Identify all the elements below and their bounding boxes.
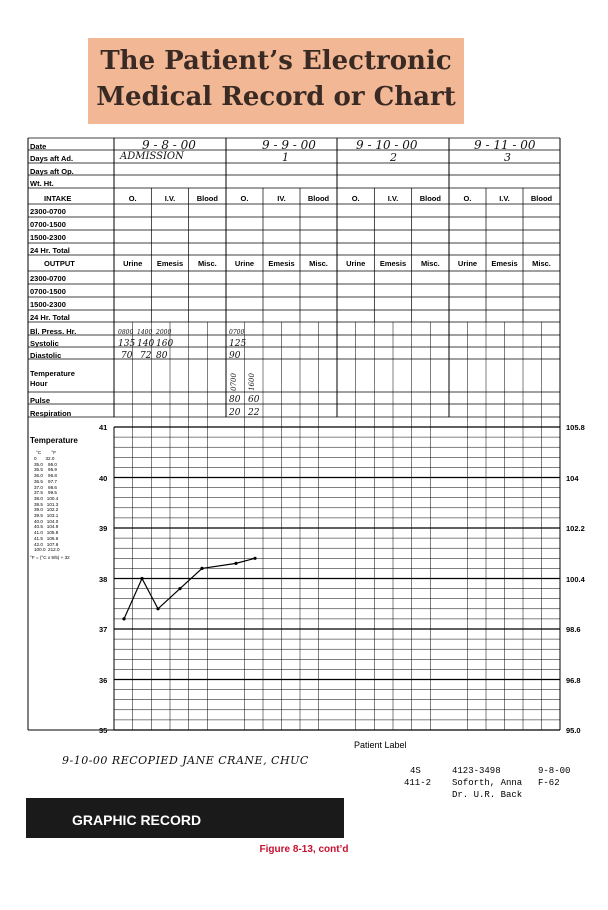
label-diastolic: Diastolic [30, 351, 62, 360]
temperature-point-1 [140, 577, 143, 580]
bp-hour-4: 0700 [229, 329, 245, 336]
celsius-tick-6: 35 [99, 726, 108, 735]
label-systolic: Systolic [30, 339, 59, 348]
celsius-tick-4: 37 [99, 625, 108, 634]
conversion-row-13: 41.0 105.8 [34, 530, 59, 536]
temperature-point-2 [156, 607, 159, 610]
diastolic-4: 90 [229, 351, 241, 361]
conversion-row-3: 36.0 96.8 [34, 473, 57, 479]
fahrenheit-tick-3: 100.4 [566, 574, 585, 584]
diastolic-3: 80 [156, 351, 168, 361]
label-output: OUTPUT [44, 259, 75, 268]
intake-col-8: Blood [419, 194, 441, 203]
conversion-row-16: 100.0 212.0 [34, 547, 60, 553]
output-col-7: Emesis [379, 259, 407, 268]
diastolic-1: 70 [121, 351, 133, 361]
output-col-8: Misc. [420, 259, 440, 268]
label-days-aft-ad: Days aft Ad. [30, 154, 74, 163]
output-row-0: 2300-0700 [30, 274, 66, 283]
conversion-row-4: 36.5 97.7 [34, 478, 57, 484]
systolic-3: 160 [156, 339, 174, 349]
celsius-tick-0: 41 [99, 423, 108, 432]
temp-hour-1: 0700 [229, 373, 238, 391]
bp-hour-3: 2000 [156, 329, 172, 336]
label-pulse: Pulse [30, 396, 51, 405]
celsius-tick-5: 36 [99, 675, 108, 685]
intake-col-5: Blood [307, 194, 330, 203]
systolic-1: 135 [118, 339, 136, 349]
patient-doctor: Dr. U.R. Back [452, 790, 523, 800]
title-line-2: Medical Record or Chart [96, 82, 456, 112]
title-line-1: The Patient’s Electronic [100, 46, 452, 76]
output-col-2: Misc. [197, 259, 217, 268]
recopied-note: 9-10-00 RECOPIED JANE CRANE, CHUC [62, 754, 309, 767]
output-col-1: Emesis [156, 259, 184, 268]
label-temperature: Temperature [30, 369, 75, 378]
output-col-4: Emesis [268, 259, 295, 268]
conversion-row-9: 39.0 102.2 [34, 507, 59, 513]
intake-col-1: I.V. [164, 194, 176, 203]
temperature-point-0 [122, 617, 125, 620]
output-col-3: Urine [234, 259, 255, 268]
patient-code: 411-2 [404, 778, 432, 788]
days-aft-ad-day-1: ADMISSION [120, 151, 184, 162]
fahrenheit-tick-1: 104 [566, 473, 579, 483]
fahrenheit-tick-2: 102.2 [566, 524, 585, 533]
output-col-5: Misc. [309, 259, 328, 268]
intake-col-6: O. [351, 194, 360, 203]
intake-col-3: O. [240, 194, 249, 203]
output-row-1: 0700-1500 [30, 287, 66, 296]
intake-col-11: Blood [530, 194, 553, 203]
conversion-row-11: 40.0 104.0 [34, 518, 59, 524]
days-aft-ad-day-3: 2 [390, 151, 397, 164]
intake-row-2: 1500-2300 [30, 233, 66, 242]
intake-row-3: 24 Hr. Total [30, 246, 70, 255]
conversion-row-10: 39.5 103.1 [34, 513, 59, 518]
label-intake: INTAKE [44, 194, 72, 203]
temperature-point-6 [253, 557, 256, 560]
bp-hour-1: 0800 [118, 329, 134, 336]
patient-room: 4S [410, 766, 421, 776]
fahrenheit-tick-0: 105.8 [566, 423, 585, 432]
output-col-6: Urine [346, 259, 366, 268]
pulse-1: 80 [229, 395, 241, 405]
celsius-tick-2: 39 [99, 524, 108, 533]
output-row-2: 1500-2300 [30, 300, 66, 309]
systolic-4: 125 [229, 339, 247, 349]
label-hour: Hour [30, 379, 48, 388]
days-aft-ad-day-4: 3 [504, 151, 511, 164]
date-day-3: 9 - 10 - 00 [356, 138, 418, 152]
temperature-point-4 [200, 567, 203, 570]
patient-admit-date: 9-8-00 [538, 766, 571, 776]
date-day-2: 9 - 9 - 00 [262, 138, 316, 152]
conversion-row-7: 38.0 100.4 [34, 495, 59, 501]
date-day-1: 9 - 8 - 00 [142, 138, 196, 152]
label-bp-hr: Bl. Press. Hr. [30, 327, 77, 336]
bp-hour-2: 1400 [137, 329, 153, 336]
intake-col-10: I.V. [499, 194, 510, 203]
output-col-9: Urine [457, 259, 478, 268]
patient-name: Soforth, Anna [452, 778, 523, 788]
respiration-1: 20 [229, 408, 241, 418]
conversion-row-8: 38.5 101.3 [34, 501, 59, 507]
pulse-2: 60 [248, 395, 260, 405]
conversion-header: °C °F [36, 450, 57, 455]
intake-col-9: O. [463, 194, 472, 203]
fahrenheit-tick-6: 95.0 [566, 726, 581, 735]
conversion-row-6: 37.5 99.5 [34, 490, 57, 496]
conversion-row-2: 35.5 95.9 [34, 467, 57, 473]
diastolic-2: 72 [140, 351, 152, 361]
patient-sex-age: F-62 [538, 778, 560, 788]
output-col-11: Misc. [532, 259, 551, 268]
patient-id: 4123-3498 [452, 766, 501, 776]
date-day-4: 9 - 11 - 00 [474, 138, 536, 152]
conversion-row-0: 0 32.0 [34, 456, 55, 461]
output-row-3: 24 Hr. Total [30, 313, 70, 322]
conversion-formula: °F = (°C x 9/5) + 32 [30, 555, 70, 560]
label-date: Date [30, 142, 47, 151]
systolic-2: 140 [137, 339, 155, 349]
intake-row-1: 0700-1500 [30, 220, 66, 229]
label-respiration: Respiration [30, 409, 72, 418]
intake-row-0: 2300-0700 [30, 207, 66, 216]
temp-hour-2: 1600 [247, 373, 256, 391]
graph-title-temperature: Temperature [30, 436, 78, 445]
intake-col-2: Blood [196, 194, 218, 203]
days-aft-ad-day-2: 1 [282, 151, 289, 164]
conversion-row-12: 40.5 104.9 [34, 524, 59, 530]
patient-label-title: Patient Label [354, 740, 407, 750]
conversion-row-14: 41.5 106.6 [34, 535, 59, 541]
conversion-row-1: 35.0 95.0 [34, 461, 57, 467]
conversion-row-15: 42.0 107.6 [34, 541, 59, 547]
temperature-point-3 [178, 587, 181, 590]
conversion-row-5: 37.0 98.6 [34, 484, 57, 490]
fahrenheit-tick-5: 96.8 [566, 675, 581, 685]
respiration-2: 22 [248, 408, 260, 418]
footer-title: GRAPHIC RECORD [72, 812, 202, 828]
intake-col-0: O. [128, 194, 137, 203]
celsius-tick-1: 40 [99, 473, 108, 483]
label-days-aft-op: Days aft Op. [30, 167, 74, 176]
intake-col-7: I.V. [387, 194, 399, 203]
temperature-point-5 [234, 562, 237, 565]
fahrenheit-tick-4: 98.6 [566, 625, 581, 634]
celsius-tick-3: 38 [99, 574, 108, 584]
label-wt-ht: Wt. Ht. [30, 179, 54, 188]
figure-caption: Figure 8-13, cont’d [259, 844, 349, 855]
output-col-10: Emesis [491, 259, 518, 268]
output-col-0: Urine [123, 259, 143, 268]
intake-col-4: IV. [277, 194, 286, 203]
